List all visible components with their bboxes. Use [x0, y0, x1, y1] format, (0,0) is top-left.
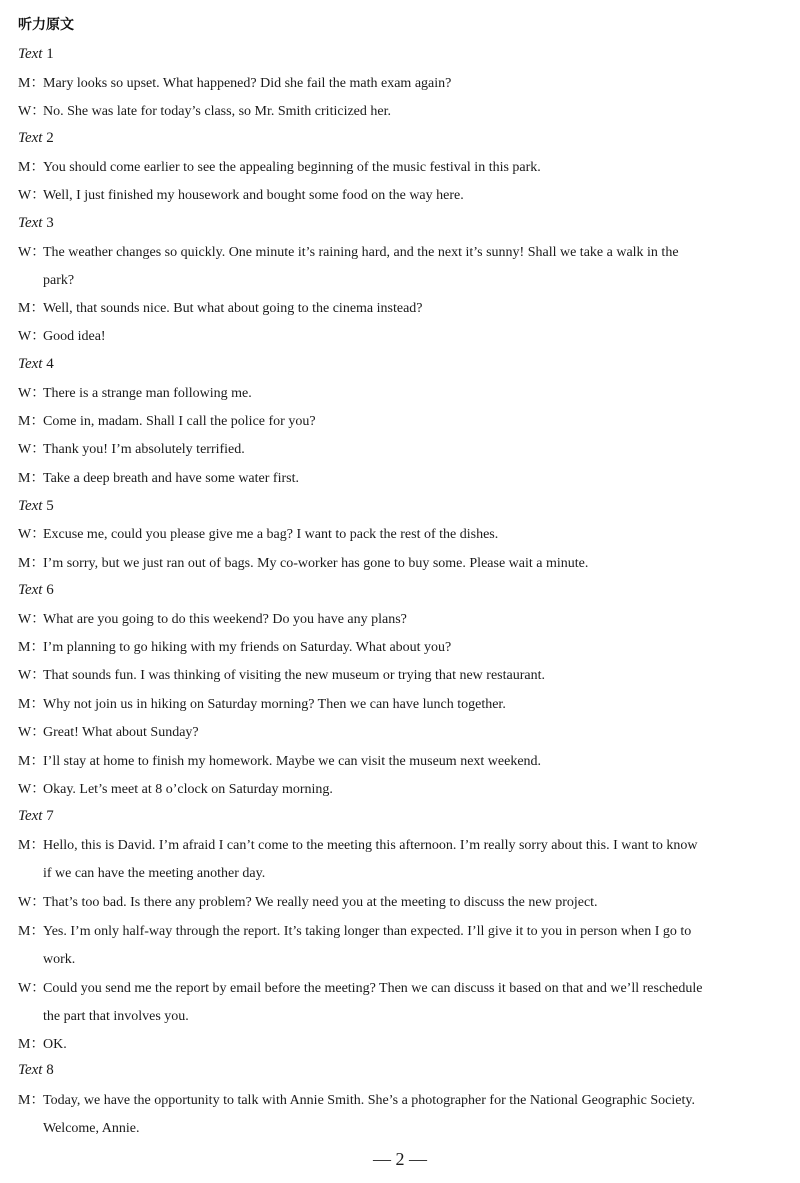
dialogue-text: Thank you! I’m absolutely terrified.	[43, 442, 245, 457]
dialogue-line	[18, 606, 786, 634]
section-number: 2	[46, 130, 54, 146]
dialogue-text: I’m sorry, but we just ran out of bags. My co-worker has gone to buy some. Please wait a minute.	[43, 556, 589, 571]
dialogue-text-continued: park?	[43, 273, 75, 288]
section-label-text: Text	[18, 582, 43, 598]
dialogue-text-continued: the part that involves you.	[43, 1009, 189, 1024]
dialogue-line	[18, 239, 786, 295]
section-label-text: Text	[18, 46, 43, 62]
dialogue-line	[18, 550, 786, 578]
dialogue-text: Yes. I’m only half-way through the report. It’s taking longer than expected. I’ll give it to you in person when I go to	[43, 924, 692, 939]
section-label	[18, 354, 54, 374]
dialogue-line	[18, 634, 786, 662]
dialogue-text: Well, I just finished my housework and bought some food on the way here.	[43, 188, 464, 203]
section-label	[18, 496, 54, 516]
dialogue-line	[18, 154, 786, 182]
speaker-label: M：	[18, 1093, 45, 1108]
dialogue-line	[18, 182, 786, 210]
dialogue-text: Great! What about Sunday?	[43, 725, 199, 740]
section-label-text: Text	[18, 130, 43, 146]
dialogue-text: Well, that sounds nice. But what about going to the cinema instead?	[43, 301, 423, 316]
dialogue-line	[18, 889, 786, 917]
dialogue-line	[18, 1031, 786, 1059]
dialogue-text: Hello, this is David. I’m afraid I can’t come to the meeting this afternoon. I’m really sorry about this. I want to know	[43, 838, 698, 853]
section-label	[18, 213, 54, 233]
section-label	[18, 1060, 54, 1080]
dialogue-line	[18, 436, 786, 464]
dialogue-text: Mary looks so upset. What happened? Did she fail the math exam again?	[43, 76, 452, 91]
dialogue-text: Could you send me the report by email before the meeting? Then we can discuss it based on that and we’ll reschedule	[43, 981, 703, 996]
speaker-label: M：	[18, 640, 45, 655]
dialogue-line	[18, 662, 786, 690]
section-label-text: Text	[18, 356, 43, 372]
speaker-label: W：	[18, 442, 46, 457]
dialogue-line	[18, 380, 786, 408]
dialogue-line	[18, 832, 786, 888]
dialogue-text: That sounds fun. I was thinking of visiting the new museum or trying that new restaurant.	[43, 668, 545, 683]
dialogue-text: There is a strange man following me.	[43, 386, 252, 401]
dialogue-line	[18, 1087, 786, 1143]
speaker-label: M：	[18, 754, 45, 769]
dialogue-line	[18, 521, 786, 549]
dialogue-line	[18, 719, 786, 747]
dialogue-text: Come in, madam. Shall I call the police for you?	[43, 414, 316, 429]
dialogue-line	[18, 918, 786, 974]
dialogue-text: I’ll stay at home to finish my homework. Maybe we can visit the museum next weekend.	[43, 754, 542, 769]
speaker-label: M：	[18, 76, 45, 91]
speaker-label: W：	[18, 245, 46, 260]
speaker-label: W：	[18, 329, 46, 344]
speaker-label: W：	[18, 725, 46, 740]
speaker-label: M：	[18, 697, 45, 712]
section-label	[18, 44, 54, 64]
dialogue-text: Take a deep breath and have some water first.	[43, 471, 299, 486]
dialogue-text-continued: if we can have the meeting another day.	[43, 866, 266, 881]
speaker-label: M：	[18, 414, 45, 429]
dialogue-text-continued: Welcome, Annie.	[43, 1121, 140, 1136]
dialogue-line	[18, 465, 786, 493]
speaker-label: M：	[18, 556, 45, 571]
dialogue-text: Excuse me, could you please give me a bag? I want to pack the rest of the dishes.	[43, 527, 499, 542]
dialogue-line	[18, 295, 786, 323]
dialogue-text: OK.	[43, 1037, 67, 1052]
dialogue-text: Okay. Let’s meet at 8 o’clock on Saturday morning.	[43, 782, 333, 797]
speaker-label: W：	[18, 981, 46, 996]
dialogue-text: I’m planning to go hiking with my friends on Saturday. What about you?	[43, 640, 452, 655]
dialogue-text: That’s too bad. Is there any problem? We really need you at the meeting to discuss the new project.	[43, 895, 598, 910]
section-number: 5	[46, 498, 54, 514]
section-number: 7	[46, 808, 54, 824]
dialogue-text: The weather changes so quickly. One minute it’s raining hard, and the next it’s sunny! Shall we take a walk in the	[43, 245, 679, 260]
section-label	[18, 580, 54, 600]
section-label-text: Text	[18, 808, 43, 824]
dialogue-text: Good idea!	[43, 329, 106, 344]
speaker-label: M：	[18, 1037, 45, 1052]
speaker-label: W：	[18, 668, 46, 683]
speaker-label: W：	[18, 386, 46, 401]
speaker-label: W：	[18, 188, 46, 203]
section-label-text: Text	[18, 498, 43, 514]
page-number: — 2 —	[373, 1149, 427, 1169]
dialogue-line	[18, 975, 786, 1031]
dialogue-text: What are you going to do this weekend? Do you have any plans?	[43, 612, 407, 627]
dialogue-text: You should come earlier to see the appealing beginning of the music festival in this park.	[43, 160, 541, 175]
dialogue-text: No. She was late for today’s class, so Mr. Smith criticized her.	[43, 104, 391, 119]
page-title: 听力原文	[18, 17, 74, 33]
speaker-label: M：	[18, 471, 45, 486]
section-label-text: Text	[18, 1062, 43, 1078]
speaker-label: W：	[18, 527, 46, 542]
section-number: 6	[46, 582, 54, 598]
section-number: 3	[46, 215, 54, 231]
section-number: 1	[46, 46, 54, 62]
dialogue-line	[18, 323, 786, 351]
speaker-label: W：	[18, 612, 46, 627]
dialogue-text-continued: work.	[43, 952, 76, 967]
speaker-label: W：	[18, 104, 46, 119]
speaker-label: M：	[18, 838, 45, 853]
dialogue-text: Why not join us in hiking on Saturday morning? Then we can have lunch together.	[43, 697, 506, 712]
speaker-label: W：	[18, 895, 46, 910]
section-label	[18, 806, 54, 826]
dialogue-line	[18, 776, 786, 804]
dialogue-line	[18, 748, 786, 776]
dialogue-line	[18, 408, 786, 436]
dialogue-text: Today, we have the opportunity to talk with Annie Smith. She’s a photographer for the National Geographic Society.	[43, 1093, 695, 1108]
section-label	[18, 128, 54, 148]
speaker-label: M：	[18, 924, 45, 939]
section-label-text: Text	[18, 215, 43, 231]
dialogue-line	[18, 70, 786, 98]
speaker-label: W：	[18, 782, 46, 797]
dialogue-line	[18, 98, 786, 126]
section-number: 8	[46, 1062, 54, 1078]
dialogue-line	[18, 691, 786, 719]
speaker-label: M：	[18, 160, 45, 175]
section-number: 4	[46, 356, 54, 372]
speaker-label: M：	[18, 301, 45, 316]
